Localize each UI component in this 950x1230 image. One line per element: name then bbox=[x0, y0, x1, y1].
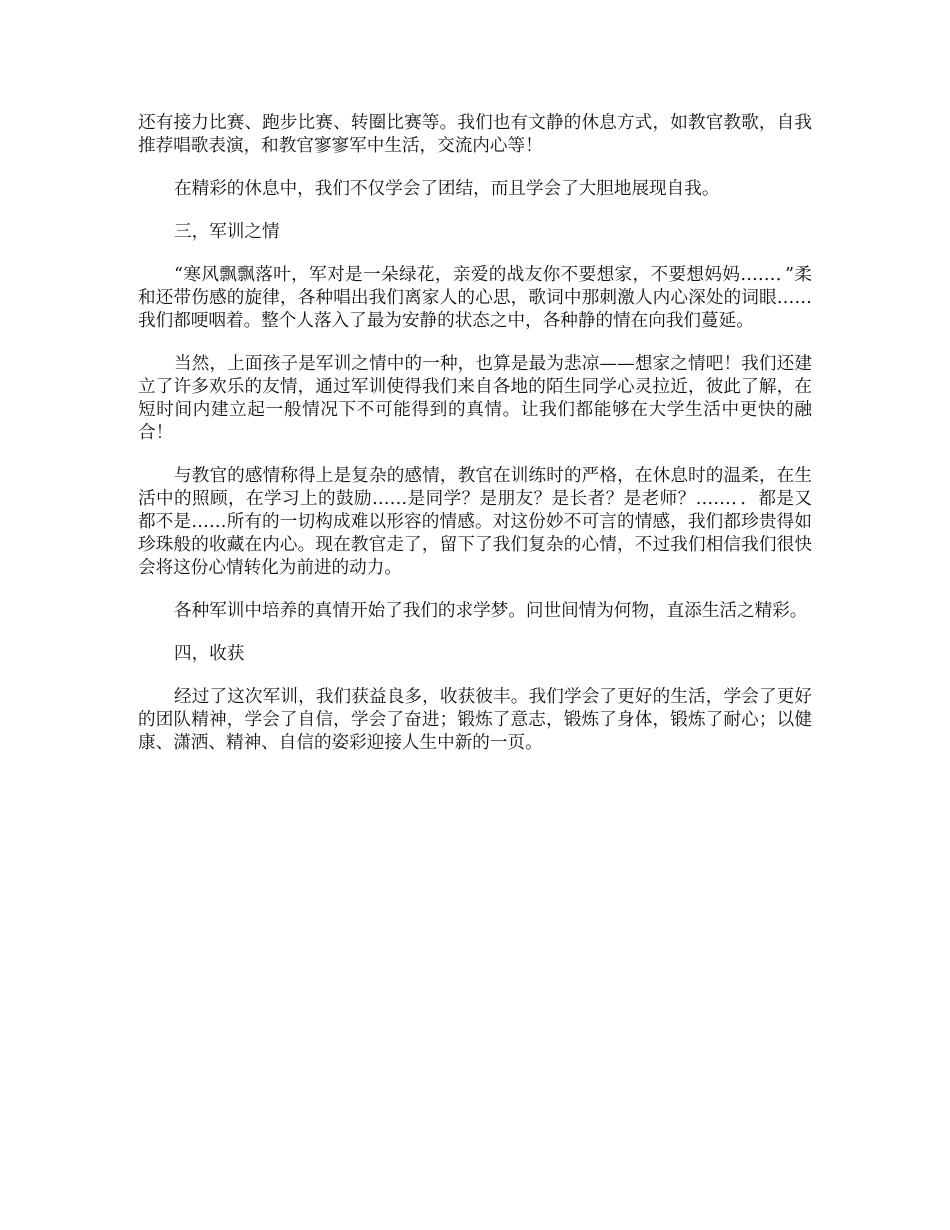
section-heading-harvest: 四，收获 bbox=[174, 644, 245, 664]
section-heading-military-feelings: 三，军训之情 bbox=[174, 222, 280, 242]
paragraph-friendship: 当然，上面孩子是军训之情中的一种，也算是最为悲凉——想家之情吧！我们还建立了许多欢乐的友情，通过军训使得我们来自各地的陌生同学心灵拉近，彼此了解，在短时间内建立起一般情况下不可能得到的真情。让我们都能够在大学生活中更快的融合！ bbox=[138, 354, 812, 443]
paragraph-song-lyrics: “寒风飘飘落叶，军对是一朵绿花，亲爱的战友你不要想家，不要想妈妈……．”柔和还带伤感的旋律，各种唱出我们离家人的心思，歌词中那刺激人内心深处的词眼……我们都哽咽着。整个人落入了最为安静的状态之中，各种静的情在向我们蔓延。 bbox=[138, 265, 812, 331]
paragraph-instructor-feelings: 与教官的感情称得上是复杂的感情，教官在训练时的严格，在休息时的温柔，在生活中的照顾，在学习上的鼓励……是同学？是朋友？是长者？是老师？……．．都是又都不是……所有的一切构成难以形容的情感。对这份妙不可言的情感，我们都珍贵得如珍珠般的收藏在内心。现在教官走了，留下了我们复杂的心情，不过我们相信我们很快会将这份心情转化为前进的动力。 bbox=[138, 466, 812, 578]
paragraph-harvest: 经过了这次军训，我们获益良多，收获彼丰。我们学会了更好的生活，学会了更好的团队精神，学会了自信，学会了奋进；锻炼了意志，锻炼了身体，锻炼了耐心；以健康、潇洒、精神、自信的姿彩迎接人生中新的一页。 bbox=[138, 687, 812, 753]
document-page bbox=[138, 112, 812, 775]
paragraph-continuation: 还有接力比赛、跑步比赛、转圈比赛等。我们也有文静的休息方式，如教官教歌，自我推荐唱歌表演，和教官寥寥军中生活，交流内心等！ bbox=[138, 113, 812, 156]
paragraph-rest-summary: 在精彩的休息中，我们不仅学会了团结，而且学会了大胆地展现自我。 bbox=[174, 179, 720, 199]
paragraph-true-feelings: 各种军训中培养的真情开始了我们的求学梦。问世间情为何物，直添生活之精彩。 bbox=[174, 601, 808, 621]
